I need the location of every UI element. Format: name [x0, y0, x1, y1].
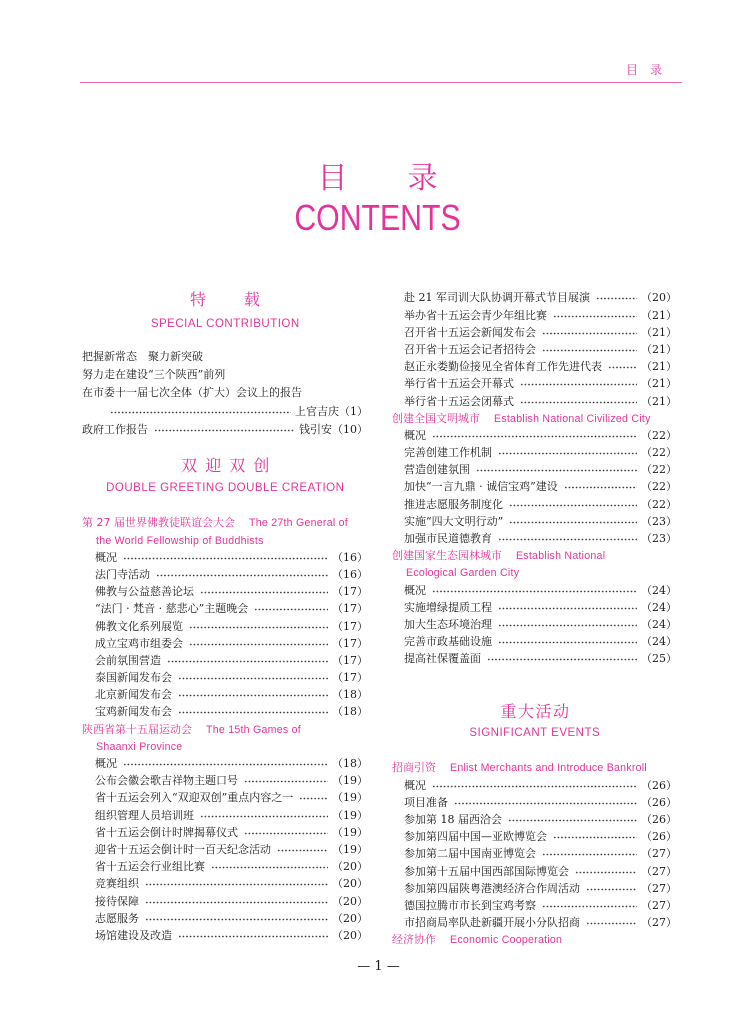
author-name: 上官吉庆: [295, 404, 339, 418]
toc-entry: [392, 478, 677, 495]
entry-title: 省十五运会行业组比赛: [95, 860, 205, 874]
page-number: （10）: [332, 422, 368, 436]
toc-entry: [392, 375, 677, 392]
entry-title: 完善创建工作机制: [404, 446, 492, 460]
contents-title-zh: 目 录: [317, 161, 438, 196]
toc-entry: [392, 616, 677, 633]
page-number: （22）: [641, 480, 677, 494]
toc-entry: [82, 910, 368, 927]
entry-title: 加快“一言九鼎 · 诚信宝鸡”建设: [404, 480, 558, 494]
dot-leader: [244, 772, 328, 789]
dot-leader: [145, 893, 328, 910]
entry-title: 接待保障: [95, 894, 139, 908]
toc-entry: [82, 858, 368, 875]
section-title-zh: 重大活动: [500, 702, 571, 721]
entry-title: 实施增绿提质工程: [404, 600, 492, 614]
entry-title: 赴 21 军司训大队协调开幕式节目展演: [404, 291, 590, 305]
dot-leader: [498, 616, 637, 633]
page-number: （17）: [332, 636, 368, 650]
toc-entry: [392, 811, 677, 828]
running-header: 目 录: [625, 63, 662, 77]
toc-entry: [392, 599, 677, 616]
entry-title: 迎省十五运会倒计时一百天纪念活动: [95, 842, 271, 856]
article-author-row: [82, 403, 368, 421]
page-number: （21）: [641, 360, 677, 374]
dot-leader: [553, 828, 637, 845]
section-title-zh: 特 载: [189, 290, 262, 309]
toc-entry: [82, 635, 368, 652]
dot-leader: [299, 789, 328, 806]
entry-title: 完善市政基础设施: [404, 635, 492, 649]
dot-leader: [178, 686, 328, 703]
dot-leader: [575, 863, 637, 880]
page-number: （27）: [641, 898, 677, 912]
section-title-en: DOUBLE GREETING DOUBLE CREATION: [106, 482, 345, 494]
toc-entry: [82, 927, 368, 944]
category-name-zh: 创建国家生态园林城市: [392, 549, 502, 563]
toc-entry: [392, 863, 677, 880]
category-heading-continued: [82, 532, 368, 549]
dot-leader: [542, 845, 637, 862]
dot-leader: [498, 599, 637, 616]
toc-entry: [82, 841, 368, 858]
dot-leader: [542, 897, 637, 914]
entry-title: 佛教与公益慈善论坛: [95, 585, 194, 599]
page-number: （27）: [641, 916, 677, 930]
dot-leader: [454, 794, 637, 811]
entry-title: 公布会徽会歌吉祥物主题口号: [95, 774, 238, 788]
toc-entry: [392, 358, 677, 375]
page-number: （23）: [641, 532, 677, 546]
toc-list-right-lower: [392, 759, 677, 948]
page-number: （16）: [332, 550, 368, 564]
article-title-line: [82, 348, 368, 366]
dot-leader: [110, 403, 291, 421]
page-number: （21）: [641, 377, 677, 391]
section-title-zh: 双 迎 双 创: [181, 456, 271, 475]
page-number: （27）: [641, 864, 677, 878]
dot-leader: [596, 289, 637, 306]
page-number: （26）: [641, 795, 677, 809]
page-number: （22）: [641, 463, 677, 477]
page-number: （27）: [641, 847, 677, 861]
dot-leader: [145, 875, 328, 892]
article-title-line: [82, 366, 368, 384]
toc-list-right: [392, 289, 677, 667]
category-heading-continued: [392, 564, 677, 581]
dot-leader: [432, 777, 637, 794]
entry-title: 组织管理人员培训班: [95, 808, 194, 822]
toc-entry: [82, 875, 368, 892]
entry-title: 市招商局率队赴新疆开展小分队招商: [404, 916, 580, 930]
entry-title: 省十五运会倒计时牌揭幕仪式: [95, 825, 238, 839]
category-heading: [82, 721, 368, 738]
toc-entry: [392, 307, 677, 324]
toc-entry: [392, 897, 677, 914]
dot-leader: [277, 841, 328, 858]
entry-title: 北京新闻发布会: [95, 688, 172, 702]
page-number-footer: — 1 —: [357, 959, 400, 974]
toc-entry: [392, 393, 677, 410]
toc-entry: [82, 893, 368, 910]
entry-title: 营造创建氛围: [404, 463, 470, 477]
toc-entry: [82, 807, 368, 824]
dot-leader: [509, 496, 637, 513]
category-heading: [392, 931, 677, 948]
page-number: （1）: [339, 404, 368, 418]
toc-entry: [392, 289, 677, 306]
dot-leader: [178, 703, 328, 720]
toc-entry: [392, 444, 677, 461]
toc-entry: [392, 582, 677, 599]
dot-leader: [487, 650, 637, 667]
dot-leader: [586, 914, 637, 931]
category-heading: [392, 547, 677, 564]
page-number: （18）: [332, 688, 368, 702]
toc-list-left: [82, 514, 368, 944]
entry-title: 省十五运会列入“双迎双创”重点内容之一: [95, 791, 294, 805]
entry-title: 参加第二届中国南亚博览会: [404, 847, 536, 861]
entry-title: 法门寺活动: [95, 567, 150, 581]
toc-entry: [392, 880, 677, 897]
dot-leader: [498, 633, 637, 650]
entry-title: 概况: [404, 428, 426, 442]
page-number: （27）: [641, 881, 677, 895]
entry-title: 参加第十五届中国西部国际博览会: [404, 864, 569, 878]
toc-entry: [392, 427, 677, 444]
category-name-en: the World Fellowship of Buddhists: [96, 534, 264, 547]
category-name-en: Economic Cooperation: [450, 934, 563, 947]
category-name-zh: 陕西省第十五届运动会: [82, 722, 192, 736]
toc-entry: [82, 652, 368, 669]
category-name-zh: 创建全国文明城市: [392, 411, 480, 425]
category-name-en: The 15th Games of: [206, 723, 301, 736]
dot-leader: [509, 513, 637, 530]
author-name: 钱引安: [299, 422, 332, 436]
page-number: （22）: [641, 428, 677, 442]
category-name-en: Ecological Garden City: [406, 567, 520, 580]
page-number: （18）: [332, 705, 368, 719]
page-number: （25）: [641, 652, 677, 666]
toc-entry: [82, 703, 368, 720]
category-name-en: Shaanxi Province: [96, 740, 183, 753]
entry-title: 概况: [95, 550, 117, 564]
entry-title: 召开省十五运会新闻发布会: [404, 325, 536, 339]
dot-leader: [178, 927, 328, 944]
category-name-en: Establish National: [516, 550, 606, 563]
dot-leader: [189, 618, 328, 635]
page-number: （20）: [332, 911, 368, 925]
toc-entry: [392, 341, 677, 358]
toc-entry: [392, 777, 677, 794]
dot-leader: [167, 652, 328, 669]
page-number: （21）: [641, 325, 677, 339]
dot-leader: [476, 461, 637, 478]
page-number: （22）: [641, 497, 677, 511]
category-heading: [392, 410, 677, 427]
category-name-en: Enlist Merchants and Introduce Bankroll: [450, 762, 648, 775]
entry-title: 参加第四届中国—亚欧博览会: [404, 830, 547, 844]
toc-entry: [392, 633, 677, 650]
page-number: （16）: [332, 567, 368, 581]
page-number: （17）: [332, 653, 368, 667]
page-number: （26）: [641, 778, 677, 792]
toc-entry: [392, 794, 677, 811]
toc-entry: [392, 845, 677, 862]
dot-leader: [586, 880, 637, 897]
toc-entry: [82, 618, 368, 635]
entry-title: 举行省十五运会开幕式: [404, 377, 514, 391]
page-number: （26）: [641, 830, 677, 844]
dot-leader: [178, 669, 328, 686]
entry-title: 志愿服务: [95, 911, 139, 925]
dot-leader: [432, 582, 637, 599]
contents-title-en: CONTENTS: [294, 197, 461, 238]
dot-leader: [498, 444, 637, 461]
entry-title: 概况: [404, 583, 426, 597]
entry-title: 竞赛组织: [95, 877, 139, 891]
entry-title: 德国拉腾市市长到宝鸡考察: [404, 898, 536, 912]
dot-leader: [156, 566, 328, 583]
page-number: （19）: [332, 791, 368, 805]
dot-leader: [154, 421, 295, 439]
toc-entry: [392, 914, 677, 931]
page-number: （18）: [332, 757, 368, 771]
toc-entry: [82, 824, 368, 841]
page-number: （24）: [641, 635, 677, 649]
dot-leader: [200, 583, 328, 600]
page-number: （22）: [641, 446, 677, 460]
toc-entry: [392, 650, 677, 667]
page-number: （20）: [332, 877, 368, 891]
dot-leader: [189, 635, 328, 652]
entry-title: “法门 · 梵音 · 慈悲心”主题晚会: [95, 602, 249, 616]
dot-leader: [542, 341, 637, 358]
toc-entry: [392, 496, 677, 513]
page-number: （19）: [332, 808, 368, 822]
toc-entry: [82, 600, 368, 617]
page-number: （24）: [641, 600, 677, 614]
dot-leader: [123, 755, 328, 772]
entry-title: 概况: [95, 757, 117, 771]
dot-leader: [508, 811, 637, 828]
dot-leader: [608, 358, 637, 375]
toc-entry: [392, 828, 677, 845]
toc-entry: [82, 421, 368, 439]
category-name-zh: 招商引资: [392, 761, 436, 775]
dot-leader: [432, 427, 637, 444]
entry-title: 参加第四届陕粤港澳经济合作周活动: [404, 881, 580, 895]
toc-entry: [82, 669, 368, 686]
category-heading: [82, 514, 368, 531]
category-heading: [392, 759, 677, 776]
entry-title: 举办省十五运会青少年组比赛: [404, 308, 547, 322]
header-rule: [80, 82, 682, 83]
entry-title: 加强市民道德教育: [404, 532, 492, 546]
page-number: （17）: [332, 671, 368, 685]
article-title: 政府工作报告: [82, 422, 148, 436]
toc-entry: [82, 583, 368, 600]
entry-title: 会前氛围营造: [95, 653, 161, 667]
page-number: （23）: [641, 514, 677, 528]
entry-title: 召开省十五运会记者招待会: [404, 342, 536, 356]
article-title: 努力走在建设“三个陕西”前列: [82, 368, 226, 382]
entry-title: 成立宝鸡市组委会: [95, 636, 183, 650]
page-number: （20）: [641, 291, 677, 305]
category-name-en: Establish National Civilized City: [494, 412, 651, 425]
toc-entry: [392, 513, 677, 530]
article-title: 在市委十一届七次全体（扩大）会议上的报告: [82, 386, 302, 400]
entry-title: 举行省十五运会闭幕式: [404, 394, 514, 408]
toc-entry: [392, 530, 677, 547]
page-number: （20）: [332, 894, 368, 908]
page-number: （19）: [332, 825, 368, 839]
toc-entry: [82, 772, 368, 789]
entry-title: 项目准备: [404, 795, 448, 809]
page-number: （20）: [332, 860, 368, 874]
entry-title: 宝鸡新闻发布会: [95, 705, 172, 719]
toc-entry: [392, 324, 677, 341]
category-name-en: The 27th General of: [249, 517, 348, 530]
entry-title: 参加第 18 届西洽会: [404, 812, 502, 826]
special-articles: [82, 348, 368, 439]
page-number: （21）: [641, 394, 677, 408]
page-number: （21）: [641, 308, 677, 322]
article-title: 把握新常态 聚力新突破: [82, 350, 203, 363]
dot-leader: [200, 807, 328, 824]
toc-entry: [82, 686, 368, 703]
page-number: （17）: [332, 585, 368, 599]
page-number: （19）: [332, 842, 368, 856]
category-name-zh: 经济协作: [392, 933, 436, 947]
entry-title: 泰国新闻发布会: [95, 671, 172, 685]
entry-title: 加大生态环境治理: [404, 617, 492, 631]
dot-leader: [564, 478, 637, 495]
page-number: （24）: [641, 617, 677, 631]
dot-leader: [123, 549, 328, 566]
entry-title: 场馆建设及改造: [95, 928, 172, 942]
entry-title: 推进志愿服务制度化: [404, 497, 503, 511]
dot-leader: [254, 600, 328, 617]
page-number: （20）: [332, 928, 368, 942]
entry-title: 概况: [404, 778, 426, 792]
entry-title: 佛教文化系列展览: [95, 619, 183, 633]
page-number: （21）: [641, 342, 677, 356]
entry-title: 实施“四大文明行动”: [404, 514, 504, 528]
dot-leader: [244, 824, 328, 841]
page-number: （26）: [641, 812, 677, 826]
dot-leader: [520, 375, 637, 392]
toc-entry: [82, 789, 368, 806]
dot-leader: [211, 858, 328, 875]
dot-leader: [520, 393, 637, 410]
section-title-en: SIGNIFICANT EVENTS: [469, 727, 601, 739]
dot-leader: [145, 910, 328, 927]
toc-entry: [392, 461, 677, 478]
page-number: （19）: [332, 774, 368, 788]
entry-title: 赵正永娄勤俭接见全省体育工作先进代表: [404, 360, 602, 374]
article-title-line: [82, 384, 368, 402]
page-number: （24）: [641, 583, 677, 597]
page-number: （17）: [332, 602, 368, 616]
toc-entry: [82, 549, 368, 566]
dot-leader: [542, 324, 637, 341]
dot-leader: [498, 530, 637, 547]
category-heading-continued: [82, 738, 368, 755]
dot-leader: [553, 307, 637, 324]
toc-entry: [82, 566, 368, 583]
category-name-zh: 第 27 届世界佛教徒联谊会大会: [82, 516, 235, 530]
section-title-en: SPECIAL CONTRIBUTION: [150, 318, 300, 330]
toc-entry: [82, 755, 368, 772]
entry-title: 提高社保覆盖面: [404, 652, 481, 666]
page-number: （17）: [332, 619, 368, 633]
